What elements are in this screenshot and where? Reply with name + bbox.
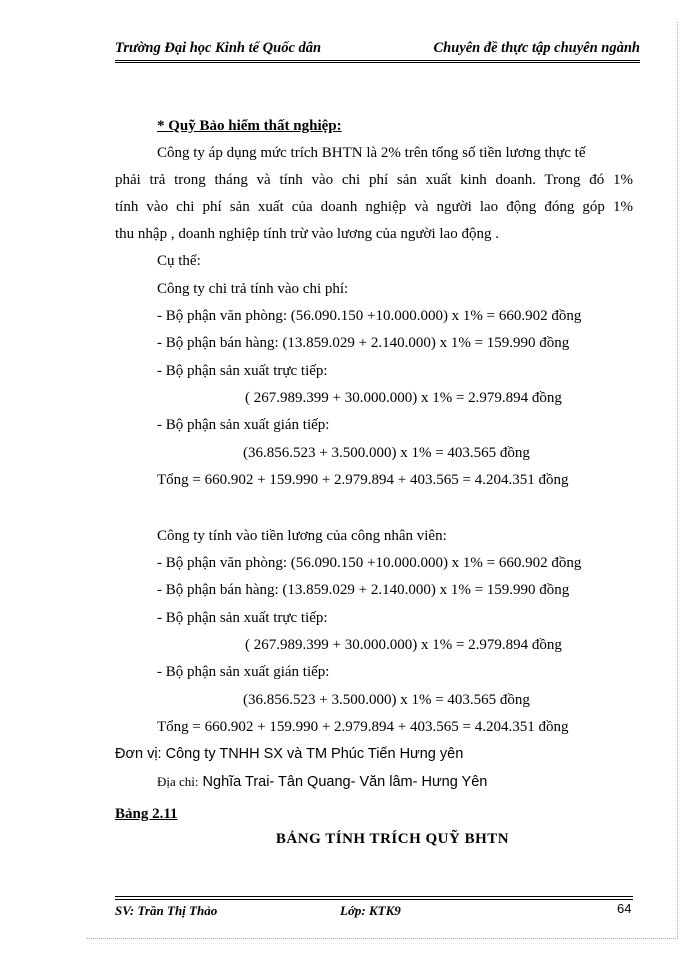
employee-salary-indirect-calc: (36.856.523 + 3.500.000) x 1% = 403.565 đồng [243,692,530,708]
company-expense-total: Tổng = 660.902 + 159.990 + 2.979.894 + 403.565 = 4.204.351 đồng [157,472,569,488]
intro-line-4: thu nhập , doanh nghiệp tính trừ vào lương của người lao động . [115,226,499,242]
employee-salary-sales: - Bộ phận bán hàng: (13.859.029 + 2.140.000) x 1% = 159.990 đồng [157,582,570,598]
company-expense-office: - Bộ phận văn phòng: (56.090.150 +10.000.000) x 1% = 660.902 đồng [157,308,582,324]
employee-salary-office: - Bộ phận văn phòng: (56.090.150 +10.000.000) x 1% = 660.902 đồng [157,555,582,571]
header-university: Trường Đại học Kinh tế Quốc dân [115,40,322,56]
section-heading: * Quỹ Bảo hiểm thất nghiệp: [157,118,342,134]
table-label: Bảng 2.11 [115,806,178,822]
footer-student: SV: Trần Thị Thảo [115,903,218,918]
address-value: Nghĩa Trai- Tân Quang- Văn lâm- Hưng Yên [198,774,488,790]
company-expense-sales: - Bộ phận bán hàng: (13.859.029 + 2.140.000) x 1% = 159.990 đồng [157,335,570,351]
employee-salary-heading: Công ty tính vào tiền lương của công nhân viên: [157,528,447,544]
intro-line-3: tính vào chi phí sản xuất của doanh nghiệp và người lao động đóng góp 1% [115,199,633,215]
header-report-type: Chuyên đề thực tập chuyên ngành [433,40,640,56]
header-rule [115,62,640,63]
employee-salary-indirect-label: - Bộ phận sản xuất gián tiếp: [157,664,330,680]
address-line [157,772,487,792]
employee-salary-total: Tổng = 660.902 + 159.990 + 2.979.894 + 403.565 = 4.204.351 đồng [157,719,569,735]
page-number: 64 [617,901,632,916]
footer-rule [115,899,633,900]
employee-salary-direct-calc: ( 267.989.399 + 30.000.000) x 1% = 2.979.894 đồng [245,637,562,653]
footer-rule [115,896,633,897]
unit-line: Đơn vị: Công ty TNHH SX và TM Phúc Tiến Hưng yên [115,746,464,762]
company-expense-direct-label: - Bộ phận sản xuất trực tiếp: [157,363,328,379]
footer-class: Lớp: KTK9 [340,903,401,918]
company-expense-direct-calc: ( 267.989.399 + 30.000.000) x 1% = 2.979.894 đồng [245,390,562,406]
intro-line-1: Công ty áp dụng mức trích BHTN là 2% trên tổng số tiền lương thực tế [157,145,586,161]
company-expense-indirect-label: - Bộ phận sản xuất gián tiếp: [157,417,330,433]
page-header [115,40,640,60]
company-expense-indirect-calc: (36.856.523 + 3.500.000) x 1% = 403.565 đồng [243,445,530,461]
intro-line-2: phải trả trong tháng và tính vào chi phí sản xuất kinh doanh. Trong đó 1% [115,172,633,188]
table-title: BẢNG TÍNH TRÍCH QUỸ BHTN [275,831,510,847]
company-expense-heading: Công ty chi trả tính vào chi phí: [157,281,349,297]
cu-the-label: Cụ thể: [157,253,201,269]
header-rule [115,60,640,61]
employee-salary-direct-label: - Bộ phận sản xuất trực tiếp: [157,610,328,626]
address-label: Địa chỉ: [157,774,199,789]
